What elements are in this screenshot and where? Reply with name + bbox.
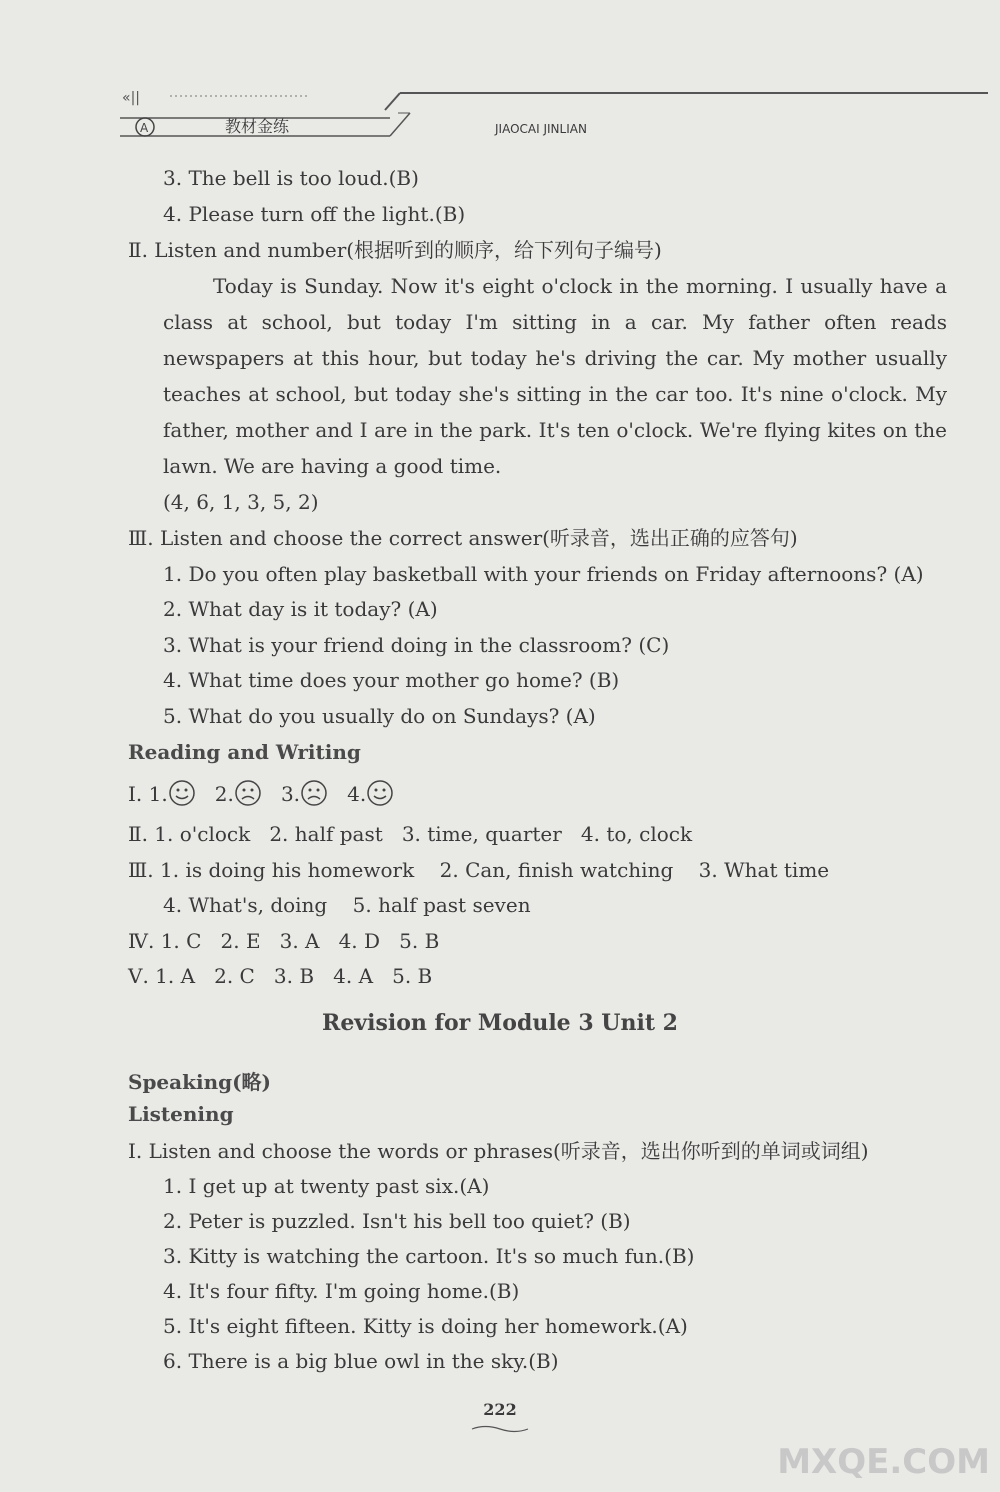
order-answer: (4, 6, 1, 3, 5, 2) [163,490,319,514]
passage: Today is Sunday. Now it's eight o'clock in the morning. I usually have a class at school, but today I'm sitting in a car. My father often reads newspapers at this hour, but today he's driving the car. My mother usually teaches at school, but today she's sitting in the car too. It's nine o'clock. My father, mother and I are in the park. It's ten o'clock. We're flying kites on the lawn. We are having a good time. [163,274,947,478]
answer-line: 4. What time does your mother go home? (B) [163,668,620,692]
face-label: 3. [280,782,301,806]
answer-line: 4. It's four fifty. I'm going home.(B) [163,1279,520,1303]
reading-heading: Reading and Writing [128,740,361,764]
revision-title: Revision for Module 3 Unit 2 [322,1010,678,1036]
answer-line: Ⅱ. 1. o'clock 2. half past 3. time, quarter 4. to, clock [128,822,693,846]
speaking-heading: Speaking(略) [128,1070,272,1094]
frown-icon [234,779,262,807]
section-heading: Ⅰ. Listen and choose the words or phrases(听录音，选出你听到的单词或词组) [128,1139,869,1163]
answer-line: 5. What do you usually do on Sundays? (A) [163,704,596,728]
answer-line: 1. Do you often play basketball with your friends on Friday afternoons? (A) [163,562,924,586]
watermark: MXQE.COM [777,1442,990,1482]
svg-text:«||: «|| [122,90,140,106]
answer-line: Ⅲ. 1. is doing his homework 2. Can, finish watching 3. What time [128,858,830,882]
smile-icon [366,779,394,807]
answer-line: 3. The bell is too loud.(B) [163,166,419,190]
face-label: 2. [214,782,234,806]
answer-line: Ⅳ. 1. C 2. E 3. A 4. D 5. B [128,929,440,953]
face-label: 4. [347,782,367,806]
answer-line: Ⅴ. 1. A 2. C 3. B 4. A 5. B [128,964,433,988]
section-heading: Ⅱ. Listen and number(根据听到的顺序，给下列句子编号) [128,238,662,262]
answer-line: 4. Please turn off the light.(B) [163,202,466,226]
answer-line: 3. What is your friend doing in the classroom? (C) [163,633,670,657]
answer-line: 2. Peter is puzzled. Isn't his bell too quiet? (B) [163,1209,631,1233]
answer-line: 2. What day is it today? (A) [163,597,438,621]
frown-icon [300,779,328,807]
ornament-icon [470,1424,530,1434]
listening-heading: Listening [128,1102,234,1126]
svg-text:A: A [140,121,149,135]
answer-line: 4. What's, doing 5. half past seven [163,893,531,917]
page-number: 222 [483,1400,517,1419]
faces-row [128,776,394,812]
answer-line: 1. I get up at twenty past six.(A) [163,1174,490,1198]
answer-line: 6. There is a big blue owl in the sky.(B) [163,1349,559,1373]
answer-line: 3. Kitty is watching the cartoon. It's so much fun.(B) [163,1244,695,1268]
faces-prefix: Ⅰ. 1. [128,782,168,806]
smile-icon [168,779,196,807]
answer-line: 5. It's eight fifteen. Kitty is doing her homework.(A) [163,1314,688,1338]
header-en-title: JIAOCAI JINLIAN [495,122,587,136]
header-cn-title: 教材金练 [225,117,290,136]
section-heading: Ⅲ. Listen and choose the correct answer(听录音，选出正确的应答句) [128,526,798,550]
